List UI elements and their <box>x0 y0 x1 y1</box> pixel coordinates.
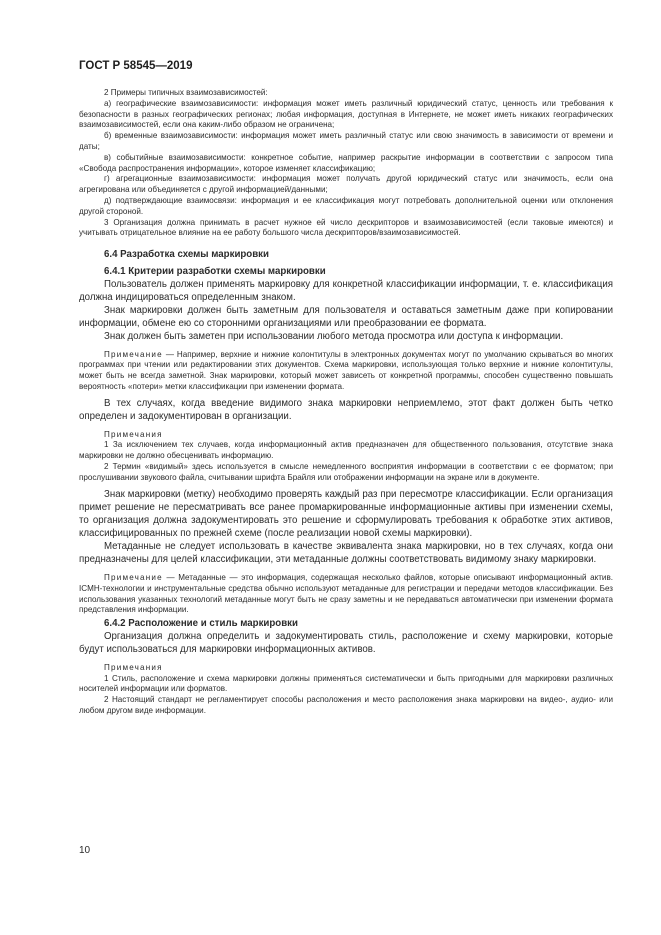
list-item-e: д) подтверждающие взаимосвязи: информация и ее классификация могут потребовать дополнительной оценки или отклонения другой стороной. <box>79 195 613 216</box>
note-block <box>79 350 613 393</box>
note-label: Примечание <box>104 349 163 359</box>
note-label: Примечание <box>104 572 163 582</box>
paragraph: Знак должен быть заметен при использовании любого метода просмотра или доступа к информации. <box>104 330 564 342</box>
note-item: 2 Настоящий стандарт не регламентирует способы расположения и место расположения знака маркировки на видео-, аудио- или любом другом виде информации. <box>79 695 613 716</box>
note-3: 3 Организация должна принимать в расчет нужное ей число дескрипторов и взаимозависимостей (если таковые имеются) и учитывать отрицательное влияние на ее работу большого числа дескрипторов/взаимозависимостей. <box>79 217 613 238</box>
paragraph: Метаданные не следует использовать в качестве эквивалента знака маркировки, но в тех случаях, когда они предназначены для целей классификации, эти метаданные должны соответствовать видимому знаку маркировки. <box>79 541 613 566</box>
paragraph: Знак маркировки (метку) необходимо проверять каждый раз при пересмотре классификации. Если организация примет решение не пересматривать все ранее промаркированные информационные активы при изменении схемы, то организация должна задокументировать это решение и сформулировать требования к обработке этих активов, классифицированных по прежней схеме (после реализации новой схемы маркировки). <box>79 489 613 540</box>
paragraph: В тех случаях, когда введение видимого знака маркировки неприемлемо, этот факт должен быть четко определен и задокументирован в организации. <box>79 397 613 422</box>
paragraph: Знак маркировки должен быть заметным для пользователя и оставаться заметным даже при копировании информации, обмене ею со сторонними организациями или преобразовании ее формата. <box>79 304 613 329</box>
section-heading-6-4: 6.4 Разработка схемы маркировки <box>104 249 269 261</box>
note-text: — Метаданные — это информация, содержащая несколько файлов, которые описывают информационный актив. ICMH-технологии и инструментальные средства обычно используют метаданные для регистрации и передачи методов классификации. Без использования указанных технологий метаданные могут быть не сразу заметны и не передаваться автоматически при изменении формата представления информации. <box>79 572 613 615</box>
list-item-a: а) географические взаимозависимости: информация может иметь различный юридический статус, ценность или требования к безопасности в разных географических регионах; любая информация, доступная в Интернете, не может иметь никаких географических взаимозависимостей, если она каким-либо образом не ограничена; <box>79 98 613 130</box>
section-heading-6-4-2: 6.4.2 Расположение и стиль маркировки <box>104 618 298 630</box>
note-item: 1 Стиль, расположение и схема маркировки должны применяться систематически и быть пригодными для маркировки различных носителей информации или форматов. <box>79 673 613 694</box>
note-item: 1 За исключением тех случаев, когда информационный актив предназначен для общественного пользования, отсутствие знака маркировки не должно обесценивать информацию. <box>79 440 613 461</box>
paragraph: Организация должна определить и задокументировать стиль, расположение и схему маркировки, которые будут использоваться для маркировки информационных активов. <box>79 631 613 655</box>
list-item-b: б) временные взаимозависимости: информация может иметь различный статус или свою значимость в зависимости от времени и даты; <box>79 131 613 151</box>
list-item-c: в) событийные взаимозависимости: конкретное событие, например раскрытие информации в соответствии с запросом типа «Свобода распространения информации», которое изменяет классификацию; <box>79 152 613 173</box>
section-heading-6-4-1: 6.4.1 Критерии разработки схемы маркировки <box>104 266 326 278</box>
notes-label: Примечания <box>104 662 163 672</box>
page-body <box>79 88 613 717</box>
note-text: — Например, верхние и нижние колонтитулы в электронных документах могут по умолчанию скрываться во многих программах при чтении или редактировании этих документов. Схема маркировки, использующая только верхние и нижние колонтитулы, может быть не всегда заметной. Знак маркировки, который может зависеть от конкретной программы, способен существенно повышать вероятность «потери» метки классификации при изменении формата. <box>79 349 613 391</box>
note-2-title: 2 Примеры типичных взаимозависимостей: <box>104 88 268 97</box>
note-item: 2 Термин «видимый» здесь используется в смысле немедленного восприятия информации в соответствии с ее форматом; при прослушивании звукового файла, считывании шрифта Брайля или отображении информации на экране или в документе. <box>79 461 613 482</box>
note-block <box>79 573 613 616</box>
notes-label: Примечания <box>104 429 163 439</box>
paragraph: Пользователь должен применять маркировку для конкретной классификации информации, т. е. классификация должна индицироваться определенным знаком. <box>79 278 613 303</box>
list-item-d: г) агрегационные взаимозависимости: информация может получать другой юридический статус или значимость, если она агрегирована или объединяется с другой информацией/данными; <box>79 174 613 195</box>
standard-header: ГОСТ Р 58545—2019 <box>79 60 193 72</box>
page-number: 10 <box>79 845 91 856</box>
